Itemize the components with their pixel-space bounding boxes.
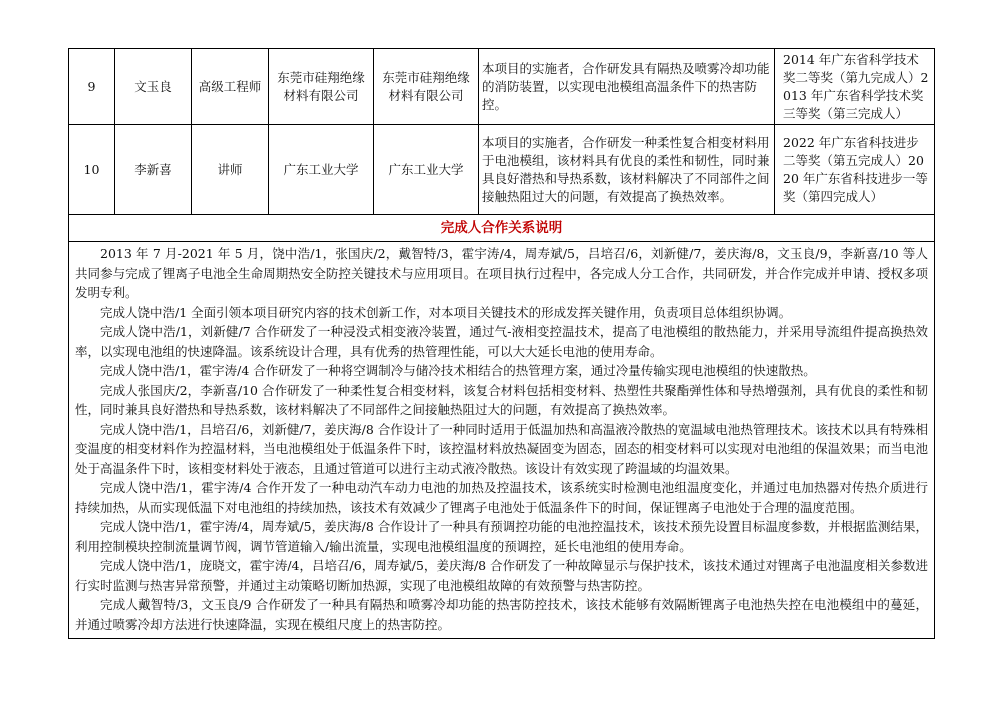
contribution-text: 本项目的实施者，合作研发具有隔热及喷雾冷却功能的消防装置，以实现电池模组高温条件下的热害防控。	[479, 49, 775, 125]
paragraph: 2013 年 7 月-2021 年 5 月，饶中浩/1，张国庆/2，戴智特/3，霍宇涛/4，周寿斌/5，吕培召/6，刘新健/7，姜庆海/8，文玉良/9，李新喜/10 等人共同参与完成了锂离子电池全生命周期热安全防控关键技术与应用项目。在项目执行过程中，各完成人分工合作，共同研发，并合作完成并申请、授权多项发明专利。	[75, 246, 928, 300]
completion-unit: 广东工业大学	[374, 125, 479, 215]
table-row	[69, 125, 935, 215]
contributor-name: 李新喜	[115, 125, 192, 215]
section-header-row	[69, 215, 935, 242]
completion-unit: 东莞市硅翔绝缘材料有限公司	[374, 49, 479, 125]
award-nomination-page	[68, 48, 934, 639]
paragraph: 完成人饶中浩/1，霍宇涛/4 合作研发了一种将空调制冷与储冷技术相结合的热管理方案，通过冷量传输实现电池模组的快速散热。	[100, 363, 816, 378]
paragraph: 完成人饶中浩/1，吕培召/6，刘新健/7，姜庆海/8 合作设计了一种同时适用于低温加热和高温液冷散热的宽温域电池热管理技术。该技术以具有特殊相变温度的相变材料作为控温材料，当电池模组处于低温条件下时，该控温材料放热凝固变为固态，固态的相变材料可以实现对电池组的保温效果；而当电池处于高温条件下时，该相变材料处于液态，且通过管道可以进行主动式液冷散热。该设计有效实现了跨温域的均温效果。	[75, 421, 928, 476]
employer: 东莞市硅翔绝缘材料有限公司	[269, 49, 374, 125]
paragraph: 完成人饶中浩/1，庞晓文，霍宇涛/4，吕培召/6，周寿斌/5，姜庆海/8 合作研发了一种故障显示与保护技术，该技术通过对锂离子电池温度相关参数进行实时监测与热害异常预警，并通过主动策略切断加热源，实现了电池模组故障的有效预警与热害防控。	[75, 558, 928, 593]
awards-text: 2014 年广东省科学技术奖二等奖（第九完成人）2013 年广东省科学技术奖三等奖（第三完成人）	[775, 49, 935, 125]
contributor-name: 文玉良	[115, 49, 192, 125]
contributor-title: 讲师	[192, 125, 269, 215]
paragraph: 完成人饶中浩/1，刘新健/7 合作研发了一种浸没式相变液冷装置，通过气-液相变控温技术，提高了电池模组的散热能力，并采用导流组件提高换热效率，以实现电池组的快速降温。该系统设计合理，具有优秀的热管理性能，可以大大延长电池的使用寿命。	[75, 324, 928, 359]
contribution-text: 本项目的实施者，合作研发一种柔性复合相变材料用于电池模组，该材料具有优良的柔性和韧性，同时兼具良好潜热和导热系数，该材料解决了不同部件之间接触热阻过大的问题，有效提高了换热效率。	[479, 125, 775, 215]
table-row	[69, 49, 935, 125]
cooperation-description	[69, 242, 935, 639]
paragraph: 完成人张国庆/2，李新喜/10 合作研发了一种柔性复合相变材料，该复合材料包括相变材料、热塑性共聚酯弹性体和导热增强剂，具有优良的柔性和韧性，同时兼具良好潜热和导热系数，该材料解决了不同部件之间接触热阻过大的问题，有效提高了换热效率。	[75, 382, 928, 417]
contributors-table	[68, 48, 935, 639]
row-number: 10	[69, 125, 115, 215]
section-title: 完成人合作关系说明	[69, 215, 935, 242]
paragraph: 完成人饶中浩/1 全面引领本项目研究内容的技术创新工作，对本项目关键技术的形成发挥关键作用，负责项目总体组织协调。	[100, 304, 792, 320]
row-number: 9	[69, 49, 115, 125]
awards-text: 2022 年广东省科技进步二等奖（第五完成人）2020 年广东省科技进步一等奖（第四完成人）	[775, 125, 935, 215]
paragraph: 完成人饶中浩/1，霍宇涛/4 合作开发了一种电动汽车动力电池的加热及控温技术，该系统实时检测电池组温度变化，并通过电加热器对传热介质进行持续加热，从而实现低温下对电池组的持续加热，该技术有效减少了锂离子电池处于低温条件下的时间，保证锂离子电池处于合理的温度范围。	[75, 480, 928, 515]
contributor-title: 高级工程师	[192, 49, 269, 125]
paragraph: 完成人饶中浩/1，霍宇涛/4，周寿斌/5，姜庆海/8 合作设计了一种具有预调控功能的电池控温技术，该技术预先设置目标温度参数，并根据监测结果，利用控制模块控制流量调节阀，调节管道输入/输出流量，实现电池模组温度的预调控，延长电池组的使用寿命。	[75, 519, 928, 554]
paragraph: 完成人戴智特/3，文玉良/9 合作研发了一种具有隔热和喷雾冷却功能的热害防控技术，该技术能够有效隔断锂离子电池热失控在电池模组中的蔓延，并通过喷雾冷却方法进行快速降温，实现在模组尺度上的热害防控。	[75, 597, 928, 632]
cooperation-body-row	[69, 242, 935, 639]
employer: 广东工业大学	[269, 125, 374, 215]
